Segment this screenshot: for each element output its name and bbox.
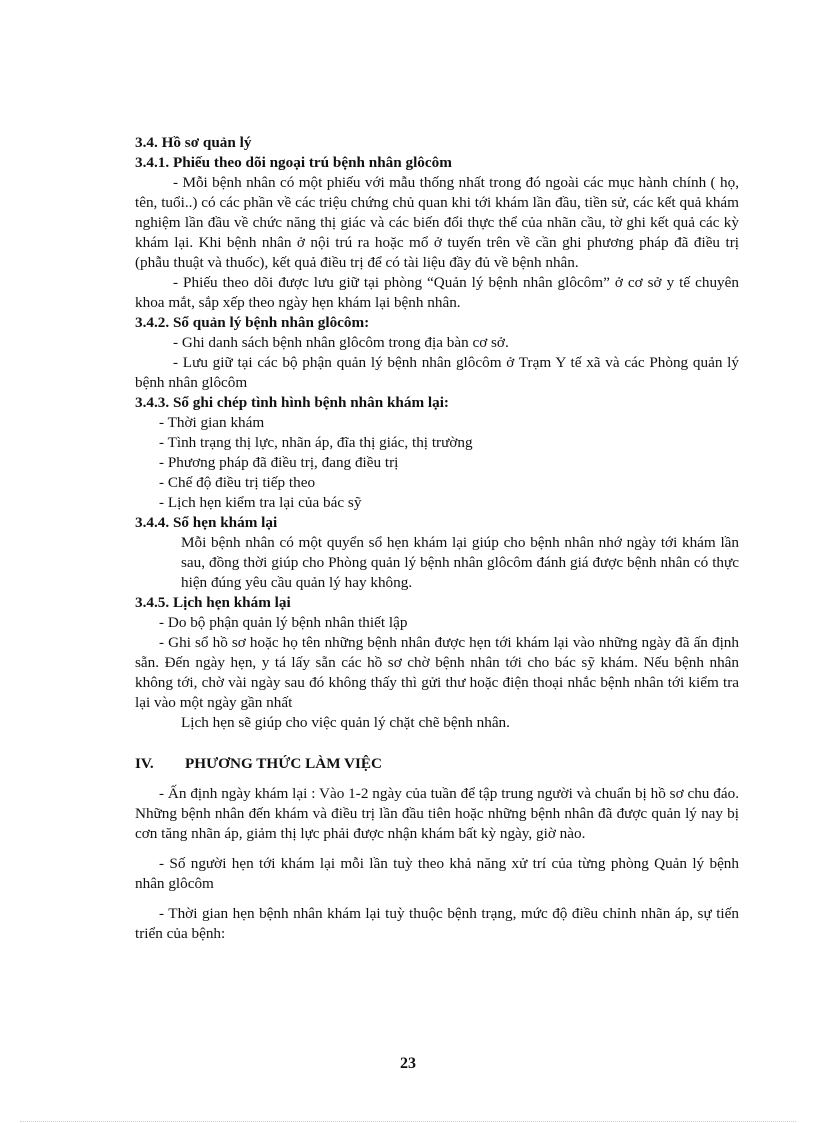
section-3-4-5-paragraph-2: - Ghi sổ hồ sơ hoặc họ tên những bệnh nhân được hẹn tới khám lại vào những ngày đã ấn định sẵn. Đến ngày hẹn, y tá lấy sẵn các hồ sơ chờ bệnh nhân tới cho bác sỹ khám. Nếu bệnh nhân không tới, chờ vài ngày sau đó không thấy thì gửi thư hoặc điện thoại nhắc bệnh nhân tới kiểm tra lại vào một ngày gần nhất xyxy=(135,634,739,711)
section-3-4-title: 3.4. Hồ sơ quản lý xyxy=(135,134,252,151)
page-bottom-divider xyxy=(20,1121,796,1122)
section-iv-paragraph-3: - Thời gian hẹn bệnh nhân khám lại tuỳ thuộc bệnh trạng, mức độ điều chỉnh nhãn áp, sự tiến triển của bệnh: xyxy=(135,905,739,942)
section-3-4-3-list xyxy=(135,413,739,513)
section-3-4-4-paragraph: Mỗi bệnh nhân có một quyển sổ hẹn khám lại giúp cho bệnh nhân nhớ ngày tới khám lần sau, đồng thời giúp cho Phòng quản lý bệnh nhân glôcôm đánh giá được bệnh nhân có thực hiện đúng yêu cầu quản lý hay không. xyxy=(181,534,739,591)
section-3-4-5-paragraph-1: - Do bộ phận quản lý bệnh nhân thiết lập xyxy=(159,614,408,631)
section-3-4-5-title: 3.4.5. Lịch hẹn khám lại xyxy=(135,594,291,611)
section-3-4-3-title: 3.4.3. Sổ ghi chép tình hình bệnh nhân khám lại: xyxy=(135,394,449,411)
section-iv-title: PHƯƠNG THỨC LÀM VIỆC xyxy=(185,755,383,772)
section-3-4-5-paragraph-3: Lịch hẹn sẽ giúp cho việc quản lý chặt chẽ bệnh nhân. xyxy=(181,714,510,731)
list-item: - Phương pháp đã điều trị, đang điều trị xyxy=(159,454,399,471)
document-body xyxy=(135,133,739,944)
page-number: 23 xyxy=(400,1055,416,1072)
section-3-4-1-paragraph-1: - Mỗi bệnh nhân có một phiếu với mẫu thống nhất trong đó ngoài các mục hành chính ( họ, tên, tuổi..) có các phần về các triệu chứng chủ quan khi tới khám lần đầu, tiền sử, các kết quả khám nghiệm lần đầu về chức năng thị giác và các biến đổi thực thể của nhãn cầu, tờ ghi kết quả các kỳ khám lại. Khi bệnh nhân ở nội trú ra hoặc mổ ở tuyến trên về cần ghi phương pháp đã điều trị (phẫu thuật và thuốc), kết quả điều trị để có tài liệu đầy đủ về bệnh nhân. xyxy=(135,174,739,271)
section-iv-number: IV. xyxy=(135,755,154,772)
section-iv-paragraph-2: - Số người hẹn tới khám lại mỗi lần tuỳ theo khả năng xử trí của từng phòng Quản lý bệnh nhân glôcôm xyxy=(135,855,739,892)
section-3-4-2-paragraph-2: - Lưu giữ tại các bộ phận quản lý bệnh nhân glôcôm ở Trạm Y tế xã và các Phòng quản lý bệnh nhân glôcôm xyxy=(135,354,739,391)
section-3-4-2-paragraph-1: - Ghi danh sách bệnh nhân glôcôm trong địa bàn cơ sở. xyxy=(173,334,509,351)
section-3-4-4-title: 3.4.4. Sổ hẹn khám lại xyxy=(135,514,278,531)
list-item: - Lịch hẹn kiểm tra lại của bác sỹ xyxy=(159,494,362,511)
section-3-4-1-paragraph-2: - Phiếu theo dõi được lưu giữ tại phòng “Quản lý bệnh nhân glôcôm” ở cơ sở y tế chuyên khoa mắt, sắp xếp theo ngày hẹn khám lại bệnh nhân. xyxy=(135,274,739,311)
section-iv-paragraph-1: - Ấn định ngày khám lại : Vào 1-2 ngày của tuần để tập trung người và chuẩn bị hồ sơ chu đáo. Những bệnh nhân đến khám và điều trị lần đầu tiên hoặc những bệnh nhân đã được quản lý nay bị cơn tăng nhãn áp, giảm thị lực phải được nhận khám bất kỳ ngày, giờ nào. xyxy=(135,785,739,842)
section-iv-heading xyxy=(135,754,739,774)
section-3-4-2-title: 3.4.2. Sổ quản lý bệnh nhân glôcôm: xyxy=(135,314,370,331)
list-item: - Chế độ điều trị tiếp theo xyxy=(159,474,316,491)
list-item: - Thời gian khám xyxy=(159,414,265,431)
section-3-4-1-title: 3.4.1. Phiếu theo dõi ngoại trú bệnh nhân glôcôm xyxy=(135,154,452,171)
list-item: - Tình trạng thị lực, nhãn áp, đĩa thị giác, thị trường xyxy=(159,434,473,451)
